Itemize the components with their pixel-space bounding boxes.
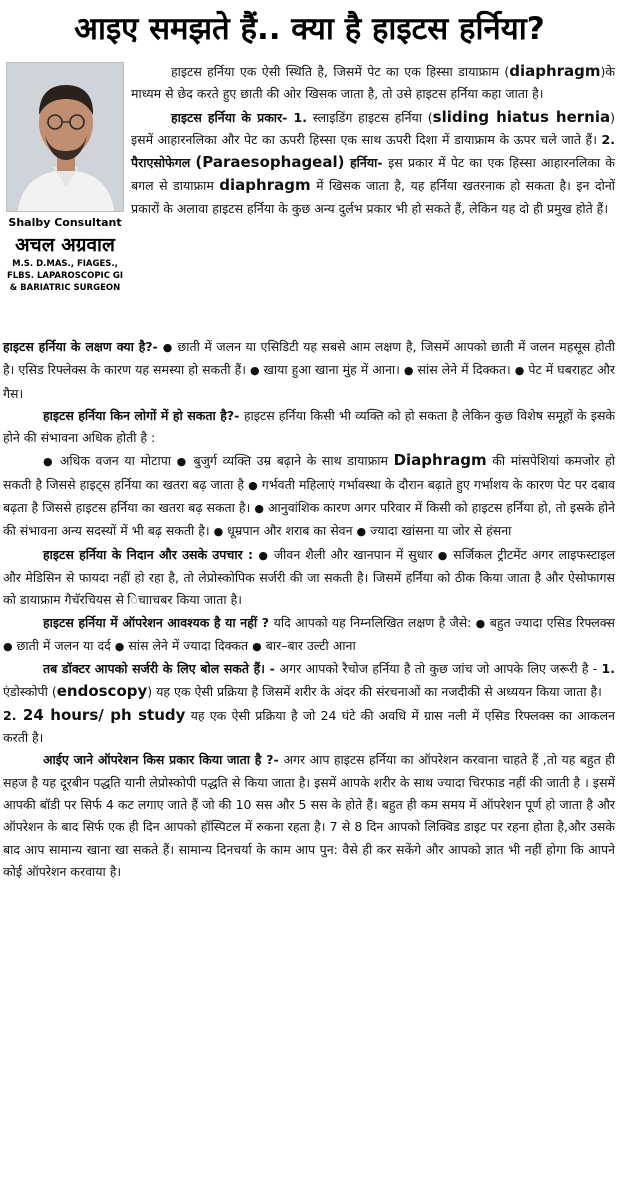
surgery-sign-1: बहुत ज्यादा एसिड रिफ्लक्स <box>485 614 615 630</box>
risk-item-3: गर्भवती महिलाएं गर्भावस्था के दौरान बढ़ाते हुए गर्भाशय के कारण पेट पर दबाव बढ़ता है जिससे हाइटस हर्निया का खतरा बढ़ सकता है। <box>3 476 615 516</box>
operation-text: अगर आप हाइटस हर्निया का ऑपरेशन करवाना चाहते हैं ,तो यह बहुत ही सहज है यह दूरबीन पद्धति यानी लेप्रोस्कोपी पद्धति से किया जाता है। इसमें आपके शरीर के साथ ज्यादा चिरफाड नहीं की जाती है । इसमें आपकी बॉडी पर सिर्फ 4 कट लगाए जाते हैं जो की 10 सस और 5 सस के होते हैं। बहुत ही कम समय में ऑपरेशन पूर्ण हो जाता है और ऑपरेशन के बाद सिर्फ एक ही दिन आपको हॉस्पिटल में रुकना रहता है। 7 से 8 दिन आपको लिक्विड डाइट पर रहना होता है,और उसके बाद आप सामान्य खाना खा सकते हैं। सामान्य दिनचर्या के काम आप पुन: वैसे ही कर सकेंगे और आपको ज्ञात भी नहीं होगा कि आपने कोई ऑपरेशन करवाया है। <box>3 752 615 879</box>
bullet-icon: ● <box>176 455 188 469</box>
risk-item-5: धूम्रपान और शराब का सेवन <box>223 523 357 539</box>
bullet-icon: ● <box>403 364 414 378</box>
bullet-icon: ● <box>249 364 260 378</box>
doctor-heading: तब डॉक्टर आपको सर्जरी के लिए बोल सकते हैं। - <box>43 661 280 677</box>
symptom-3: सांस लेने में दिक्कत। <box>413 362 515 378</box>
author-byline <box>2 214 128 294</box>
risk-item-1: अधिक वजन या मोटापा <box>54 453 177 469</box>
type2-english: (Paraesophageal) <box>195 153 345 172</box>
bullet-icon: ● <box>258 548 269 562</box>
risk-item-2: बुजुर्ग व्यक्ति उम्र बढ़ाने के साथ डायाफ्राम <box>187 453 394 469</box>
author-photo <box>6 62 124 212</box>
symptoms-heading: हाइटस हर्निया के लक्षण क्या है?- <box>3 339 163 354</box>
author-credentials: M.S. D.MAS., FIAGES., FLBS. LAPAROSCOPIC GI & BARIATRIC SURGEON <box>6 259 124 293</box>
surgery-needed-paragraph <box>3 612 615 659</box>
diagnosis-heading: हाइटस हर्निया के निदान और उसके उपचार : <box>43 546 259 562</box>
bullet-icon: ● <box>248 478 258 492</box>
risk-heading: हाइटस हर्निया किन लोगों में हो सकता है?- <box>43 407 244 423</box>
surgery-sign-3: सांस लेने में ज्यादा दिक्कत <box>124 637 253 653</box>
type2-number: 2. <box>601 131 615 147</box>
intro-column <box>131 60 615 220</box>
risk-item-2-end: की मांसपेशियां कमजोर हो सकती है जिससे हाइट्स हर्निया का खतरा बढ़ जाता है <box>3 453 615 492</box>
risk-list <box>3 449 615 543</box>
surgery-needed-heading: हाइटस हर्निया में ऑपरेशन आवश्यक है या नहीं ? <box>43 614 274 630</box>
test2-english: 24 hours/ ph study <box>16 705 186 724</box>
risk-item-2-english: Diaphragm <box>393 451 487 470</box>
type1-description: ) इसमें आहारनलिका और पेट का ऊपरी हिस्सा एक साथ ऊपरी दिशा में डायाफ्राम के ऊपर चले जाते हैं। <box>131 109 615 147</box>
definition-text-end: )के माध्यम से छेद करते हुए छाती की ओर खिसक जाता है, तो उसे हाइटस हर्निया कहा जाता है। <box>131 64 615 102</box>
test2-description: यह एक ऐसी प्रक्रिया है जो 24 घंटे की अवधि में ग्रास नली में एसिड रिफ्लक्स का आकलन करती है। <box>3 707 615 746</box>
symptom-4: पेट में घबराहट और गैस। <box>3 362 615 401</box>
diaphragm-term: diaphragm <box>509 62 601 80</box>
type2-description-end: में खिसक जाता है, यह हर्निया खतरनाक हो सकता है। इन दोनों प्रकारों के अलावा हाइटस हर्निया के कुछ अन्य दुर्लभ प्रकार भी हो सकते हैं, लेकिन यह दो ही प्रमुख होते हैं। <box>131 178 615 216</box>
bullet-icon: ● <box>114 639 125 653</box>
diagnosis-paragraph <box>3 544 615 612</box>
author-org: Shalby Consultant <box>8 216 122 229</box>
operation-heading: आईए जाने ऑपरेशन किस प्रकार किया जाता है ?- <box>43 752 284 768</box>
definition-paragraph <box>131 60 615 106</box>
test1-english: endoscopy <box>56 682 148 701</box>
type1-number: 1. <box>293 109 307 125</box>
symptom-1: छाती में जलन या एसिडिटी यह सबसे आम लक्षण है, जिसमें आपको छाती में जलन महसूस होती है। एसिड रिफ्लेक्स के कारण यह समस्या हो सकती हैं। <box>3 339 616 378</box>
surgery-sign-4: बार–बार उल्टी आना <box>261 637 356 653</box>
risk-item-6: ज्यादा खांसना या जोर से हंसना <box>366 523 512 539</box>
risk-paragraph <box>3 405 615 450</box>
test1-description: ) यह एक ऐसी प्रक्रिया है जिसमें शरीर के अंदर की संरचनाओं का नजदीकी से अध्ययन किया जाता है। <box>147 684 602 700</box>
symptom-2: खाया हुआ खाना मुंह में आना। <box>259 362 404 378</box>
bullet-icon: ● <box>43 455 55 469</box>
author-photo-icon <box>7 63 124 212</box>
types-paragraph <box>131 106 615 220</box>
bullet-icon: ● <box>252 639 262 653</box>
symptoms-paragraph <box>3 336 615 405</box>
surgery-sign-2: छाती में जलन या दर्द <box>12 637 115 653</box>
diagnosis-item-2: सर्जिकल ट्रीटमेंट अगर लाइफस्टाइल और मेडिसिन से फायदा नहीं हो रहा है, तो लेप्रोस्कोपिक सर्जरी की जा सकती है। जिसमें हर्निया को ठीक किया जाता है और ऐसोफागस को डायाफ्राम गैचॅरचियस से िचााचबर किया जाता है। <box>3 546 615 608</box>
types-heading: हाइटस हर्निया के प्रकार- <box>171 109 294 125</box>
bullet-icon: ● <box>475 616 486 630</box>
risk-item-4: आनुवांशिक कारण अगर परिवार में किसी को हाइटस हर्निया हो, तो इसके होने की संभावना अन्य सदस्यों में भी बढ़ सकती है। <box>3 500 615 539</box>
bullet-icon: ● <box>437 548 449 562</box>
doctor-intro: अगर आपको रैचोज हर्निया है तो कुछ जांच जो आपके लिए जरूरी है - <box>279 661 602 677</box>
type1-english: sliding hiatus hernia <box>432 107 611 126</box>
type1-name: स्लाइडिंग हाइटस हर्निया ( <box>306 109 433 125</box>
type2-name: पैराएसोफेगल <box>131 155 191 171</box>
type2-heading: हर्निया- <box>344 155 389 171</box>
bullet-icon: ● <box>162 341 173 354</box>
bullet-icon: ● <box>514 364 525 378</box>
bullet-icon: ● <box>356 525 367 539</box>
diagnosis-item-1: जीवन शैली और खानपान में सुधार <box>268 546 438 562</box>
type2-description: इस प्रकार में पेट का एक हिस्सा आहारनलिका के बगल से डायाफ्राम <box>131 155 615 194</box>
surgery-needed-intro: यदि आपको यह निम्नलिखित लक्षण है जैसे: <box>273 614 476 630</box>
test1-number: 1. <box>601 661 615 677</box>
bullet-icon: ● <box>3 639 13 653</box>
definition-text: हाइटस हर्निया एक ऐसी स्थिति है, जिसमें पेट का एक हिस्सा डायाफ्राम ( <box>171 64 510 79</box>
type2-diaphragm-term: diaphragm <box>219 176 311 195</box>
bullet-icon: ● <box>213 525 224 539</box>
bullet-icon: ● <box>254 502 264 516</box>
article-body <box>3 336 615 883</box>
doctor-paragraph <box>3 658 615 704</box>
test2-number: 2. <box>3 707 17 723</box>
risk-intro: हाइटस हर्निया किसी भी व्यक्ति को हो सकता है लेकिन कुछ विशेष समूहों के इसके होने की संभावना अधिक होती है : <box>3 407 615 446</box>
page-headline: आइए समझते हैं.. क्या है हाइटस हर्निया? <box>74 11 545 47</box>
operation-paragraph <box>3 749 615 883</box>
test1-name: एंडोस्कोपी ( <box>3 684 57 700</box>
test2-paragraph <box>3 704 615 750</box>
author-name: अचल अग्रवाल <box>15 234 115 256</box>
